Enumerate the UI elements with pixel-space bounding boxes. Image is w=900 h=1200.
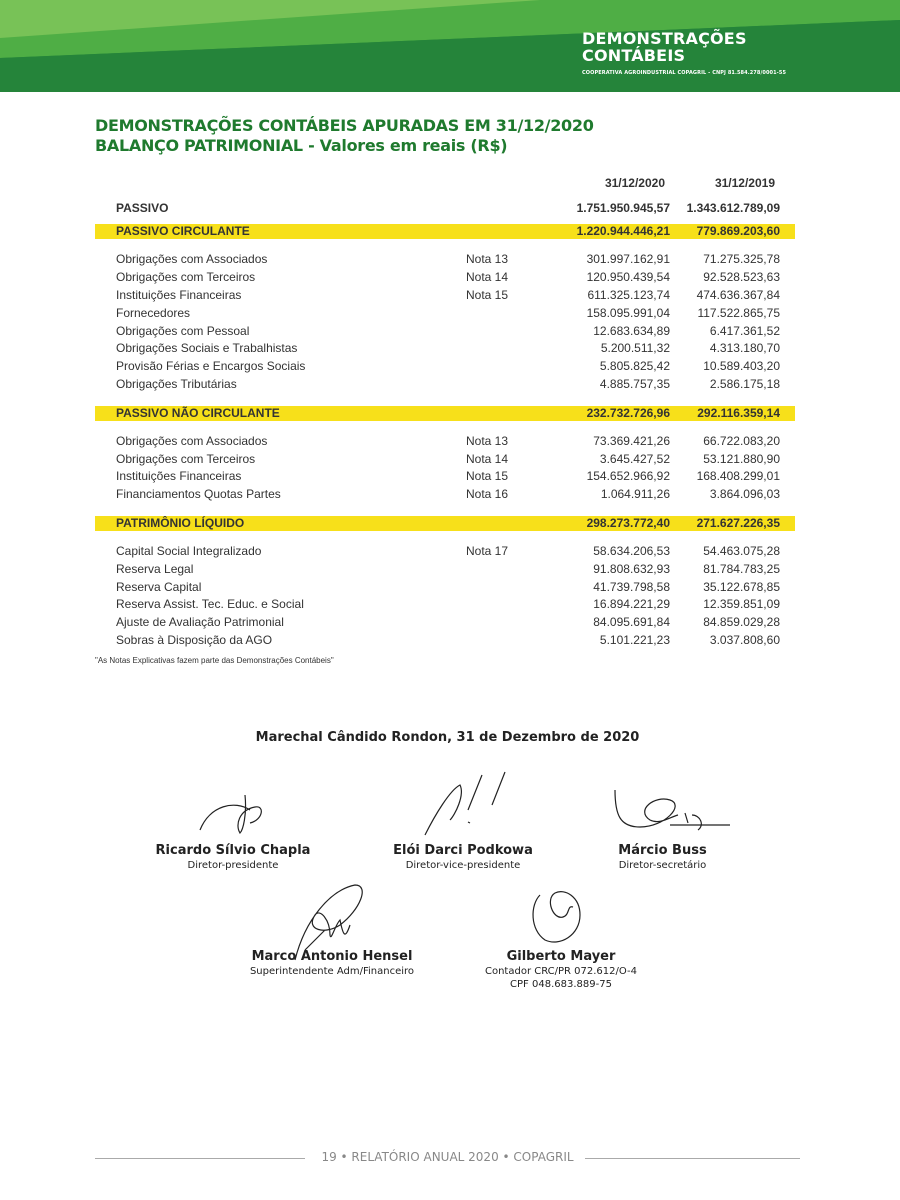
row-nota: Nota 14 <box>466 270 509 284</box>
signatory-hensel <box>237 949 427 978</box>
section-value-2019: 271.627.226,35 <box>696 516 780 530</box>
row-value-2020: 5.805.825,42 <box>599 359 670 373</box>
row-label: Sobras à Disposição da AGO <box>116 633 273 647</box>
table-row <box>95 288 795 306</box>
section-header-passivo-nao-circulante <box>95 406 795 421</box>
row-value-2019: 117.522.865,75 <box>697 306 780 320</box>
subtitle-bold: BALANÇO PATRIMONIAL <box>95 136 303 155</box>
row-value-2019: 474.636.367,84 <box>696 288 780 302</box>
row-nota: Nota 13 <box>466 434 509 448</box>
section-value-2020: 298.273.772,40 <box>586 516 670 530</box>
table-row <box>95 633 795 651</box>
row-label: Reserva Capital <box>116 580 202 594</box>
row-value-2020: 1.751.950.945,57 <box>576 201 670 215</box>
section-value-2020: 1.220.944.446,21 <box>576 224 670 238</box>
table-row <box>95 487 795 505</box>
section-label: PASSIVO NÃO CIRCULANTE <box>116 406 280 420</box>
signatory-podkowa <box>368 843 558 872</box>
row-value-2020: 16.894.221,29 <box>593 597 670 611</box>
header-title <box>582 30 747 64</box>
row-value-2020: 5.101.221,23 <box>599 633 670 647</box>
row-nota: Nota 16 <box>466 487 509 501</box>
signature-scribble-buss <box>610 785 735 835</box>
signatory-name: Ricardo Sílvio Chapla <box>155 843 311 858</box>
table-row <box>95 324 795 342</box>
row-label: Reserva Assist. Tec. Educ. e Social <box>116 597 304 611</box>
row-value-2020: 84.095.691,84 <box>593 615 670 629</box>
signature-scribble-chapla <box>195 785 275 840</box>
subtitle-line <box>95 136 594 156</box>
row-value-2019: 92.528.523,63 <box>703 270 780 284</box>
row-label: Obrigações com Pessoal <box>116 324 250 338</box>
signatory-role: Contador CRC/PR 072.612/O-4 <box>484 966 638 977</box>
row-label: Obrigações com Associados <box>116 434 268 448</box>
row-value-2020: 611.325.123,74 <box>587 288 670 302</box>
row-label: PASSIVO <box>116 201 169 215</box>
row-value-2020: 5.200.511,32 <box>600 341 670 355</box>
signatory-role: Diretor-vice-presidente <box>405 860 521 871</box>
row-label: Obrigações Sociais e Trabalhistas <box>116 341 298 355</box>
header-subtitle: COOPERATIVA AGROINDUSTRIAL COPAGRIL - CNPJ 81.584.278/0001-55 <box>582 70 787 76</box>
signatory-chapla <box>140 843 326 872</box>
footer-text: 19 • RELATÓRIO ANUAL 2020 • COPAGRIL <box>321 1150 574 1164</box>
row-value-2020: 4.885.757,35 <box>599 377 670 391</box>
row-value-2019: 71.275.325,78 <box>703 252 780 266</box>
table-row <box>95 270 795 288</box>
row-label: Ajuste de Avaliação Patrimonial <box>116 615 284 629</box>
row-value-2020: 301.997.162,91 <box>586 252 670 266</box>
table-row <box>95 615 795 633</box>
section-value-2019: 779.869.203,60 <box>696 224 780 238</box>
row-value-2019: 84.859.029,28 <box>703 615 780 629</box>
signatory-name: Gilberto Mayer <box>506 949 616 964</box>
table-row <box>95 434 795 452</box>
section-value-2020: 232.732.726,96 <box>586 406 670 420</box>
row-nota: Nota 13 <box>466 252 509 266</box>
column-header-2019: 31/12/2019 <box>714 176 775 190</box>
place-date: Marechal Cândido Rondon, 31 de Dezembro de 2020 <box>255 730 640 745</box>
row-value-2019: 168.408.299,01 <box>696 469 780 483</box>
signatory-role: Diretor-secretário <box>618 860 707 871</box>
title-line: DEMONSTRAÇÕES CONTÁBEIS APURADAS EM 31/12/2020 <box>95 116 594 135</box>
row-value-2019: 3.864.096,03 <box>709 487 780 501</box>
row-value-2019: 12.359.851,09 <box>703 597 780 611</box>
table-row <box>95 562 795 580</box>
row-value-2020: 41.739.798,58 <box>593 580 670 594</box>
row-label: Obrigações com Terceiros <box>116 270 256 284</box>
row-value-2019: 10.589.403,20 <box>703 359 780 373</box>
signatory-buss <box>590 843 735 872</box>
row-value-2020: 91.808.632,93 <box>593 562 670 576</box>
page-footer <box>95 1150 800 1166</box>
row-value-2020: 120.950.439,54 <box>586 270 670 284</box>
row-value-2019: 66.722.083,20 <box>703 434 780 448</box>
signatory-role: Diretor-presidente <box>187 860 279 871</box>
page-header <box>0 0 900 92</box>
section-label: PASSIVO CIRCULANTE <box>116 224 250 238</box>
table-row <box>95 306 795 324</box>
row-value-2020: 12.683.634,89 <box>593 324 670 338</box>
header-banner <box>0 0 900 92</box>
row-label: Obrigações com Associados <box>116 252 268 266</box>
footnote: "As Notas Explicativas fazem parte das Demonstrações Contábeis" <box>95 656 334 665</box>
row-nota: Nota 15 <box>466 469 509 483</box>
row-value-2019: 54.463.075,28 <box>703 544 780 558</box>
row-value-2020: 73.369.421,26 <box>593 434 670 448</box>
row-value-2019: 35.122.678,85 <box>703 580 780 594</box>
row-value-2019: 3.037.808,60 <box>709 633 780 647</box>
section-header-patrimonio-liquido <box>95 516 795 531</box>
row-label: Capital Social Integralizado <box>116 544 262 558</box>
signature-scribble-mayer <box>525 885 590 950</box>
row-label: Reserva Legal <box>116 562 194 576</box>
row-nota: Nota 15 <box>466 288 509 302</box>
document-title <box>95 116 594 156</box>
signatory-mayer <box>466 949 656 991</box>
row-label: Obrigações Tributárias <box>116 377 237 391</box>
row-value-2020: 58.634.206,53 <box>593 544 670 558</box>
row-value-2020: 158.095.991,04 <box>586 306 670 320</box>
row-value-2020: 1.064.911,26 <box>600 487 670 501</box>
section-value-2019: 292.116.359,14 <box>697 406 780 420</box>
table-row <box>95 544 795 562</box>
section-header-passivo-circulante <box>95 224 795 239</box>
table-row <box>95 359 795 377</box>
row-label: Instituições Financeiras <box>116 288 242 302</box>
signatory-name: Elói Darci Podkowa <box>393 843 533 858</box>
signature-scribble-podkowa <box>420 770 510 840</box>
column-header-2020: 31/12/2020 <box>604 176 665 190</box>
table-row <box>95 252 795 270</box>
table-row <box>95 452 795 470</box>
row-value-2019: 53.121.880,90 <box>703 452 780 466</box>
row-value-2019: 2.586.175,18 <box>709 377 780 391</box>
row-value-2020: 154.652.966,92 <box>586 469 670 483</box>
row-label: Fornecedores <box>116 306 191 320</box>
table-row <box>95 341 795 359</box>
signatory-cpf: CPF 048.683.889-75 <box>510 979 612 990</box>
row-label: Financiamentos Quotas Partes <box>116 487 281 501</box>
row-label: Provisão Férias e Encargos Sociais <box>116 359 306 373</box>
row-value-2020: 3.645.427,52 <box>599 452 670 466</box>
row-value-2019: 81.784.783,25 <box>703 562 780 576</box>
table-row <box>95 597 795 615</box>
row-nota: Nota 14 <box>466 452 509 466</box>
signatory-name: Marco Antonio Hensel <box>251 949 413 964</box>
section-label: PATRIMÔNIO LÍQUIDO <box>116 516 245 530</box>
row-label: Instituições Financeiras <box>116 469 242 483</box>
signatory-name: Márcio Buss <box>618 843 707 858</box>
table-row <box>95 580 795 598</box>
header-title-line1: DEMONSTRAÇÕES <box>582 29 747 48</box>
subtitle-rest: - Valores em reais (R$) <box>302 136 508 155</box>
row-value-2019: 4.313.180,70 <box>709 341 780 355</box>
row-nota: Nota 17 <box>466 544 509 558</box>
row-label: Obrigações com Terceiros <box>116 452 256 466</box>
row-value-2019: 1.343.612.789,09 <box>686 201 780 215</box>
table-row <box>95 469 795 487</box>
row-value-2019: 6.417.361,52 <box>709 324 780 338</box>
signatory-role: Superintendente Adm/Financeiro <box>249 966 415 977</box>
header-title-line2: CONTÁBEIS <box>582 46 686 65</box>
passivo-total-row <box>95 201 795 219</box>
table-row <box>95 377 795 395</box>
